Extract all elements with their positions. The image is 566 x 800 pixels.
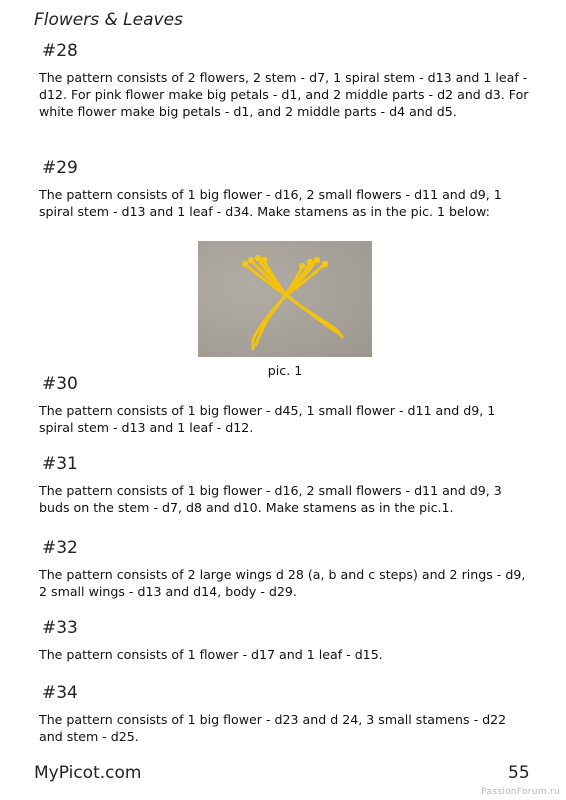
pattern-section-30 xyxy=(39,373,529,436)
pattern-section-29 xyxy=(39,157,529,220)
pattern-number: #32 xyxy=(42,538,78,558)
pattern-number: #33 xyxy=(42,618,78,638)
figure-caption: pic. 1 xyxy=(267,363,303,378)
pattern-description: The pattern consists of 2 large wings d 28 (a, b and c steps) and 2 rings - d9, 2 small wings - d13 and d14, body - d29. xyxy=(39,567,526,600)
stamens-photo xyxy=(198,241,372,357)
page-header-title: Flowers & Leaves xyxy=(34,10,183,30)
pattern-description: The pattern consists of 1 big flower - d16, 2 small flowers - d11 and d9, 3 buds on the stem - d7, d8 and d10. Make stamens as in the pic.1. xyxy=(39,483,502,516)
pattern-section-34 xyxy=(39,682,529,745)
pattern-description: The pattern consists of 1 big flower - d23 and d 24, 3 small stamens - d22 and stem - d25. xyxy=(39,712,507,745)
pattern-description: The pattern consists of 1 big flower - d45, 1 small flower - d11 and d9, 1 spiral stem - d13 and 1 leaf - d12. xyxy=(39,403,496,436)
pattern-section-31 xyxy=(39,453,529,516)
pattern-number: #30 xyxy=(42,374,78,394)
yellow-stamens-image xyxy=(198,241,372,357)
pattern-section-28 xyxy=(39,40,529,121)
pattern-description: The pattern consists of 1 big flower - d16, 2 small flowers - d11 and d9, 1 spiral stem - d13 and 1 leaf - d34. Make stamens as in the pic. 1 below: xyxy=(39,187,502,220)
pattern-section-33 xyxy=(39,617,529,663)
pattern-number: #31 xyxy=(42,454,78,474)
page-number: 55 xyxy=(508,763,530,783)
watermark: PassionForum.ru xyxy=(481,787,560,797)
pattern-number: #34 xyxy=(42,683,78,703)
pattern-number: #28 xyxy=(42,41,78,61)
footer-site-name: MyPicot.com xyxy=(34,763,142,783)
pattern-description: The pattern consists of 1 flower - d17 and 1 leaf - d15. xyxy=(39,647,383,662)
pattern-section-32 xyxy=(39,537,529,600)
pattern-description: The pattern consists of 2 flowers, 2 stem - d7, 1 spiral stem - d13 and 1 leaf - d12. For pink flower make big petals - d1, and 2 middle parts - d2 and d3. For white flower make big petals - d1, and 2 middle parts - d4 and d5. xyxy=(39,70,529,120)
pattern-number: #29 xyxy=(42,158,78,178)
